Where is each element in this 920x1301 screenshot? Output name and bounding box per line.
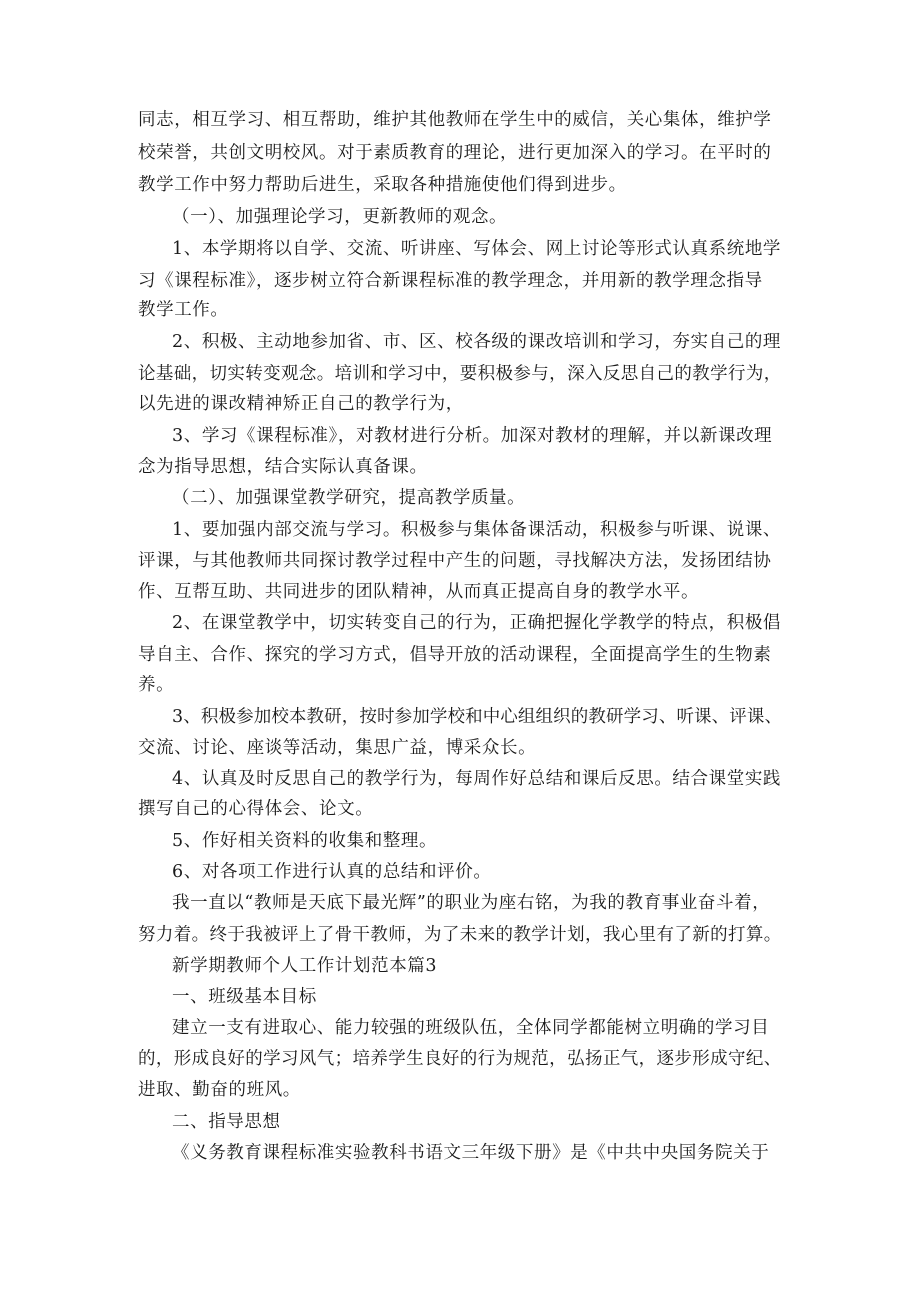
section-heading: （一）、加强理论学习，更新教师的观念。 xyxy=(172,207,508,227)
text-line: 习《课程标准》，逐步树立符合新课程标准的教学理念，并用新的教学理念指导 xyxy=(138,271,763,291)
text-line: 论基础，切实转变观念。培训和学习中，要积极参与，深入反思自己的教学行为， xyxy=(138,364,782,384)
text-line: 作、互帮互助、共同进步的团队精神，从而真正提高自身的教学水平。 xyxy=(138,582,700,602)
text-line: 努力着。终于我被评上了骨干教师，为了未来的教学计划，我心里有了新的打算。 xyxy=(138,925,782,945)
section-heading: 一、班级基本目标 xyxy=(172,987,317,1007)
text-line: 校荣誉，共创文明校风。对于素质教育的理论，进行更加深入的学习。在平时的 xyxy=(138,143,772,163)
text-line: 教学工作。 xyxy=(138,300,229,320)
text-line: 1、本学期将以自学、交流、听讲座、写体会、网上讨论等形式认真系统地学 xyxy=(172,239,782,259)
text-line: 3、积极参加校本教研，按时参加学校和中心组组织的教研学习、听课、评课、 xyxy=(172,707,783,727)
text-line: 养。 xyxy=(138,675,175,695)
text-line: 教学工作中努力帮助后进生，采取各种措施使他们得到进步。 xyxy=(138,175,627,195)
text-line: 《义务教育课程标准实验教科书语文三年级下册》是《中共中央国务院关于 xyxy=(172,1143,770,1163)
text-line: 2、积极、主动地参加省、市、区、校各级的课改培训和学习，夯实自己的理 xyxy=(172,332,782,352)
text-line: 以先进的课改精神矫正自己的教学行为， xyxy=(138,394,464,414)
text-line: 建立一支有进取心、能力较强的班级队伍，全体同学都能树立明确的学习目 xyxy=(172,1018,770,1038)
section-heading: （二）、加强课堂教学研究，提高教学质量。 xyxy=(172,488,526,508)
text-line: 导自主、合作、探究的学习方式，倡导开放的活动课程，全面提高学生的生物素 xyxy=(138,645,772,665)
text-line: 评课，与其他教师共同探讨教学过程中产生的问题，寻找解决方法，发扬团结协 xyxy=(138,551,772,571)
text-line: 2、在课堂教学中，切实转变自己的行为，正确把握化学教学的特点，积极倡 xyxy=(172,613,782,633)
text-line: 我一直以“教师是天底下最光辉”的职业为座右铭，为我的教育事业奋斗着， xyxy=(172,893,771,913)
text-line: 念为指导思想，结合实际认真备课。 xyxy=(138,457,428,477)
section-heading: 二、指导思想 xyxy=(172,1112,281,1132)
text-line: 3、学习《课程标准》，对教材进行分析。加深对教材的理解，并以新课改理 xyxy=(172,426,773,446)
text-line: 进取、勤奋的班风。 xyxy=(138,1080,301,1100)
text-line: 1、要加强内部交流与学习。积极参与集体备课活动，积极参与听课、说课、 xyxy=(172,520,782,540)
text-line: 5、作好相关资料的收集和整理。 xyxy=(172,831,438,851)
text-line: 同志，相互学习、相互帮助，维护其他教师在学生中的威信，关心集体，维护学 xyxy=(138,110,772,130)
text-line: 交流、讨论、座谈等活动，集思广益，博采众长。 xyxy=(138,738,537,758)
text-line: 4、认真及时反思自己的教学行为，每周作好总结和课后反思。结合课堂实践 xyxy=(172,769,782,789)
text-line: 的，形成良好的学习风气；培养学生良好的行为规范，弘扬正气，逐步形成守纪、 xyxy=(138,1049,782,1069)
text-line: 撰写自己的心得体会、论文。 xyxy=(138,799,374,819)
text-line: 6、对各项工作进行认真的总结和评价。 xyxy=(172,862,492,882)
section-title: 新学期教师个人工作计划范本篇3 xyxy=(172,956,438,976)
